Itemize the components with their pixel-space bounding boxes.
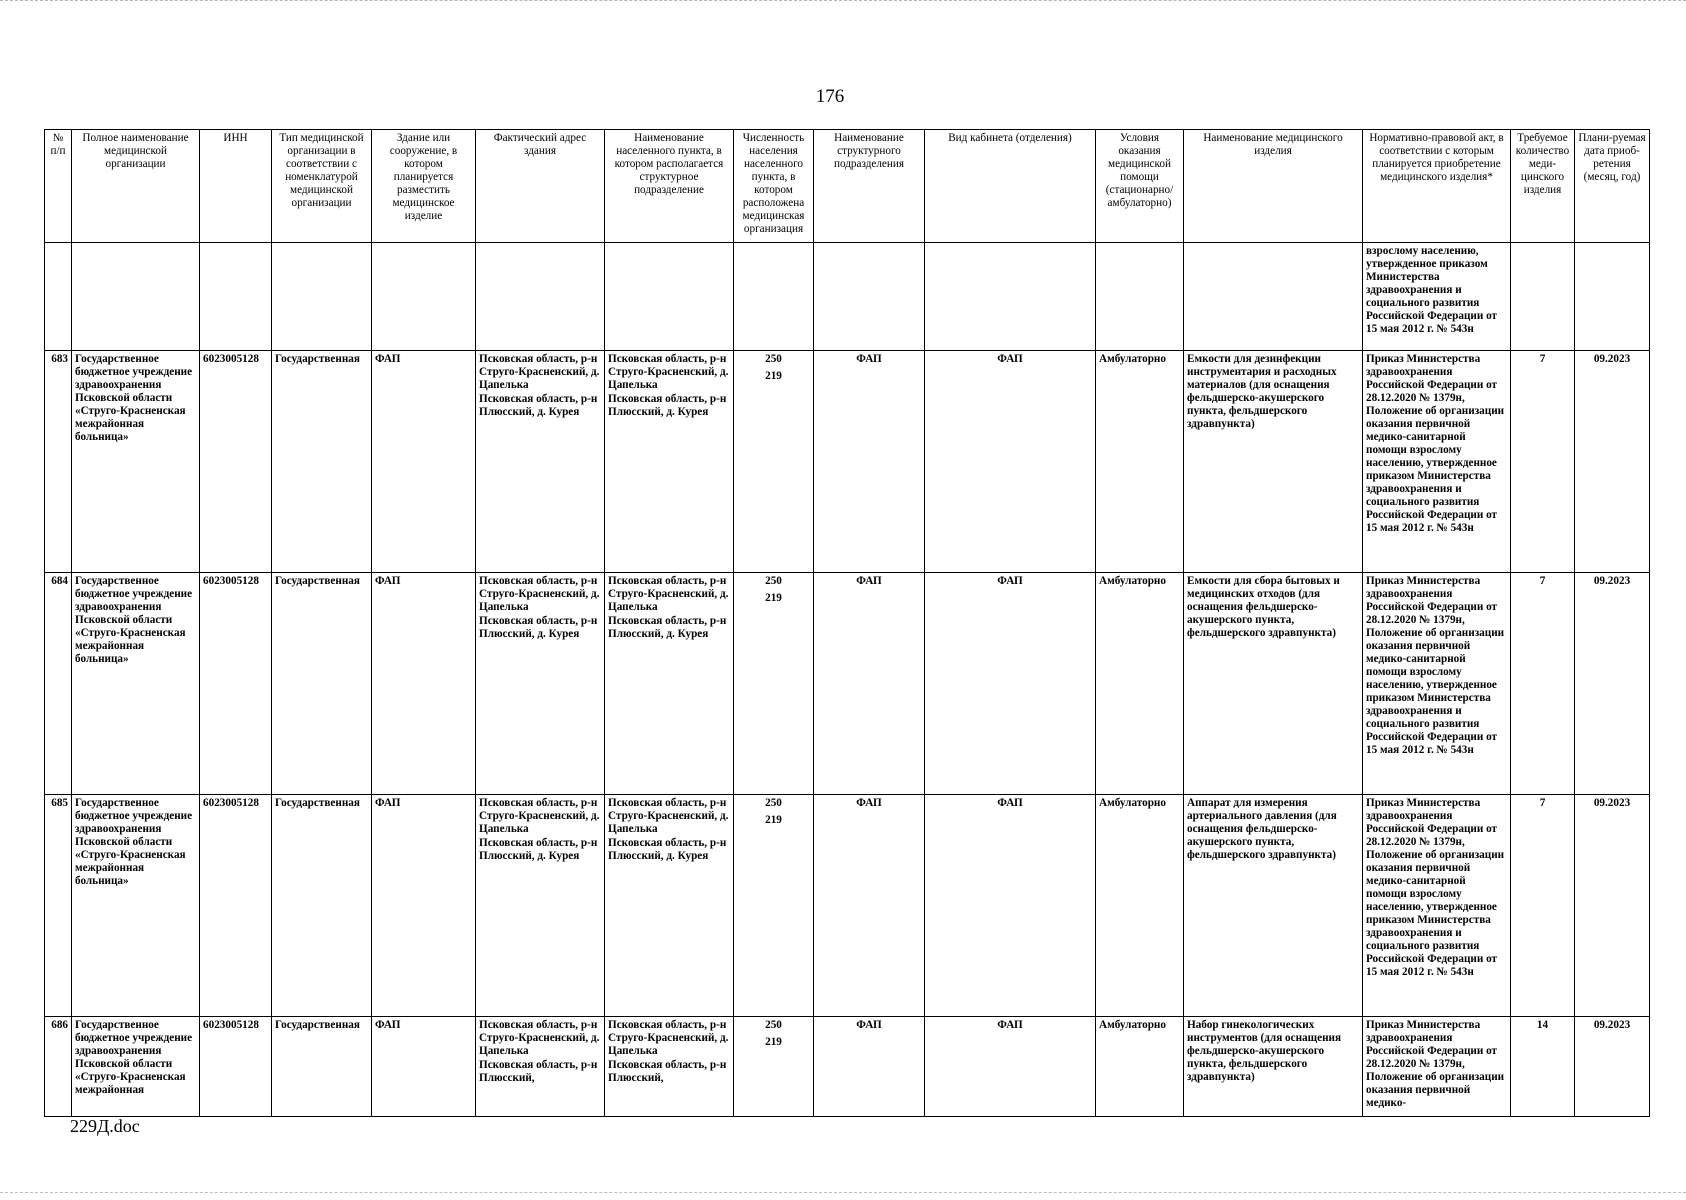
cell-empty (734, 243, 814, 351)
population-2: 219 (765, 370, 782, 382)
cell-empty (72, 243, 200, 351)
cell-type: Государственная (272, 351, 372, 573)
cell-empty (925, 243, 1096, 351)
cell-building: ФАП (372, 1017, 476, 1117)
cell-act: Приказ Министерства здравоохранения Российской Федерации от 28.12.2020 № 1379н, Положение об организации оказания первичной медико-санитарной помощи взрослому населению, утвержденное приказом Министерства здравоохранения и социального развития Российской Федерации от 15 мая 2012 г. № 543н (1363, 351, 1511, 573)
cell-population (734, 1017, 814, 1117)
cell-unit: ФАП (814, 351, 925, 573)
cell-conditions: Амбулаторно (1096, 573, 1184, 795)
cell-date: 09.2023 (1575, 573, 1650, 795)
cell-org: Государственное бюджетное учреждение здравоохранения Псковской области «Струго-Красненская межрайонная больница» (72, 795, 200, 1017)
col-header-num: № п/п (45, 130, 72, 243)
cell-locality (605, 795, 734, 1017)
cell-population (734, 351, 814, 573)
population-1: 250 (765, 797, 782, 809)
cell-inn: 6023005128 (200, 573, 272, 795)
cell-unit: ФАП (814, 1017, 925, 1117)
address-line-2: Псковская область, р-н Плюсский, (479, 1059, 598, 1084)
cell-act: Приказ Министерства здравоохранения Российской Федерации от 28.12.2020 № 1379н, Положение об организации оказания первичной медико- (1363, 1017, 1511, 1117)
cell-empty (814, 243, 925, 351)
locality-line-2: Псковская область, р-н Плюсский, (608, 1059, 727, 1084)
cell-device: Емкости для дезинфекции инструментария и расходных материалов (для оснащения фельдшерско-акушерского пункта, фельдшерского здравпункта) (1184, 351, 1363, 573)
col-header-unit: Наименование структурного подразделения (814, 130, 925, 243)
address-line-2: Псковская область, р-н Плюсский, д. Курея (479, 615, 598, 640)
cell-address (476, 573, 605, 795)
population-1: 250 (765, 575, 782, 587)
population-2: 219 (765, 814, 782, 826)
cell-empty (1575, 243, 1650, 351)
cell-act: Приказ Министерства здравоохранения Российской Федерации от 28.12.2020 № 1379н, Положение об организации оказания первичной медико-санитарной помощи взрослому населению, утвержденное приказом Министерства здравоохранения и социального развития Российской Федерации от 15 мая 2012 г. № 543н (1363, 573, 1511, 795)
cell-date: 09.2023 (1575, 1017, 1650, 1117)
footer-filename: 229Д.doc (70, 1116, 140, 1136)
cell-device: Аппарат для измерения артериального давления (для оснащения фельдшерско-акушерского пункта, фельдшерского здравпункта) (1184, 795, 1363, 1017)
cell-building: ФАП (372, 351, 476, 573)
page-number: 176 (815, 86, 845, 107)
col-header-address: Фактический адрес здания (476, 130, 605, 243)
cell-population (734, 795, 814, 1017)
cell-building: ФАП (372, 795, 476, 1017)
address-line-2: Псковская область, р-н Плюсский, д. Курея (479, 837, 598, 862)
cell-cabinet: ФАП (925, 795, 1096, 1017)
cell-empty (1184, 243, 1363, 351)
cell-cabinet: ФАП (925, 351, 1096, 573)
cell-empty (45, 243, 72, 351)
table-row (45, 795, 1650, 1017)
address-line-1: Псковская область, р-н Струго-Красненский, д. Цапелька (479, 797, 600, 835)
cell-address (476, 351, 605, 573)
locality-line-2: Псковская область, р-н Плюсский, д. Курея (608, 393, 727, 418)
cell-device: Набор гинекологических инструментов (для оснащения фельдшерско-акушерского пункта, фельдшерского здравпункта) (1184, 1017, 1363, 1117)
col-header-inn: ИНН (200, 130, 272, 243)
cell-act-continuation: взрослому населению, утвержденное приказом Министерства здравоохранения и социального развития Российской Федерации от 15 мая 2012 г. № 543н (1363, 243, 1511, 351)
cell-quantity: 7 (1511, 795, 1575, 1017)
cell-conditions: Амбулаторно (1096, 795, 1184, 1017)
cell-num: 685 (45, 795, 72, 1017)
col-header-conditions: Условия оказания медицинской помощи (стационарно/ амбулаторно) (1096, 130, 1184, 243)
cell-org: Государственное бюджетное учреждение здравоохранения Псковской области «Струго-Красненская межрайонная больница» (72, 351, 200, 573)
cell-date: 09.2023 (1575, 351, 1650, 573)
cell-org: Государственное бюджетное учреждение здравоохранения Псковской области «Струго-Красненская межрайонная (72, 1017, 200, 1117)
col-header-act: Нормативно-правовой акт, в соответствии с которым планируется приобретение медицинского изделия* (1363, 130, 1511, 243)
scan-edge-bottom (0, 1192, 1686, 1197)
locality-line-1: Псковская область, р-н Струго-Красненский, д. Цапелька (608, 797, 729, 835)
cell-unit: ФАП (814, 795, 925, 1017)
cell-quantity: 14 (1511, 1017, 1575, 1117)
locality-line-1: Псковская область, р-н Струго-Красненский, д. Цапелька (608, 1019, 729, 1057)
cell-locality (605, 573, 734, 795)
cell-date: 09.2023 (1575, 795, 1650, 1017)
cell-empty (476, 243, 605, 351)
col-header-building: Здание или сооружение, в котором планируется разместить медицинское изделие (372, 130, 476, 243)
cell-empty (1096, 243, 1184, 351)
col-header-org: Полное наименование медицинской организации (72, 130, 200, 243)
cell-quantity: 7 (1511, 351, 1575, 573)
table-row (45, 351, 1650, 573)
address-line-1: Псковская область, р-н Струго-Красненский, д. Цапелька (479, 353, 600, 391)
table-row (45, 573, 1650, 795)
col-header-quantity: Требуемое количество меди-цинского изделия (1511, 130, 1575, 243)
population-1: 250 (765, 1019, 782, 1031)
cell-quantity: 7 (1511, 573, 1575, 795)
address-line-1: Псковская область, р-н Струго-Красненский, д. Цапелька (479, 575, 600, 613)
cell-num: 683 (45, 351, 72, 573)
equipment-table (44, 129, 1650, 1117)
col-header-cabinet: Вид кабинета (отделения) (925, 130, 1096, 243)
cell-org: Государственное бюджетное учреждение здравоохранения Псковской области «Струго-Красненская межрайонная больница» (72, 573, 200, 795)
cell-locality (605, 351, 734, 573)
cell-population (734, 573, 814, 795)
col-header-device: Наименование медицинского изделия (1184, 130, 1363, 243)
population-2: 219 (765, 1036, 782, 1048)
cell-conditions: Амбулаторно (1096, 1017, 1184, 1117)
col-header-date: Плани-руемая дата приоб-ретения (месяц, год) (1575, 130, 1650, 243)
cell-empty (1511, 243, 1575, 351)
table-header-row (45, 130, 1650, 243)
cell-address (476, 795, 605, 1017)
locality-line-2: Псковская область, р-н Плюсский, д. Курея (608, 615, 727, 640)
col-header-population: Численность населения населенного пункта, в котором расположена медицинская организация (734, 130, 814, 243)
cell-address (476, 1017, 605, 1117)
cell-unit: ФАП (814, 573, 925, 795)
cell-type: Государственная (272, 1017, 372, 1117)
cell-device: Емкости для сбора бытовых и медицинских отходов (для оснащения фельдшерско-акушерского пункта, фельдшерского здравпункта) (1184, 573, 1363, 795)
cell-num: 686 (45, 1017, 72, 1117)
cell-building: ФАП (372, 573, 476, 795)
locality-line-1: Псковская область, р-н Струго-Красненский, д. Цапелька (608, 575, 729, 613)
table-row (45, 1017, 1650, 1117)
address-line-1: Псковская область, р-н Струго-Красненский, д. Цапелька (479, 1019, 600, 1057)
address-line-2: Псковская область, р-н Плюсский, д. Курея (479, 393, 598, 418)
cell-type: Государственная (272, 795, 372, 1017)
table-row-continuation (45, 243, 1650, 351)
col-header-type: Тип медицинской организации в соответствии с номенклатурой медицинской организации (272, 130, 372, 243)
locality-line-2: Псковская область, р-н Плюсский, д. Курея (608, 837, 727, 862)
scan-edge-top (0, 0, 1686, 5)
locality-line-1: Псковская область, р-н Струго-Красненский, д. Цапелька (608, 353, 729, 391)
population-2: 219 (765, 592, 782, 604)
cell-locality (605, 1017, 734, 1117)
cell-inn: 6023005128 (200, 1017, 272, 1117)
cell-num: 684 (45, 573, 72, 795)
cell-inn: 6023005128 (200, 351, 272, 573)
col-header-locality: Наименование населенного пункта, в котором располагается структурное подразделение (605, 130, 734, 243)
cell-cabinet: ФАП (925, 573, 1096, 795)
cell-cabinet: ФАП (925, 1017, 1096, 1117)
cell-empty (272, 243, 372, 351)
population-1: 250 (765, 353, 782, 365)
cell-empty (605, 243, 734, 351)
cell-type: Государственная (272, 573, 372, 795)
cell-conditions: Амбулаторно (1096, 351, 1184, 573)
cell-act: Приказ Министерства здравоохранения Российской Федерации от 28.12.2020 № 1379н, Положение об организации оказания первичной медико-санитарной помощи взрослому населению, утвержденное приказом Министерства здравоохранения и социального развития Российской Федерации от 15 мая 2012 г. № 543н (1363, 795, 1511, 1017)
cell-empty (372, 243, 476, 351)
cell-empty (200, 243, 272, 351)
cell-inn: 6023005128 (200, 795, 272, 1017)
